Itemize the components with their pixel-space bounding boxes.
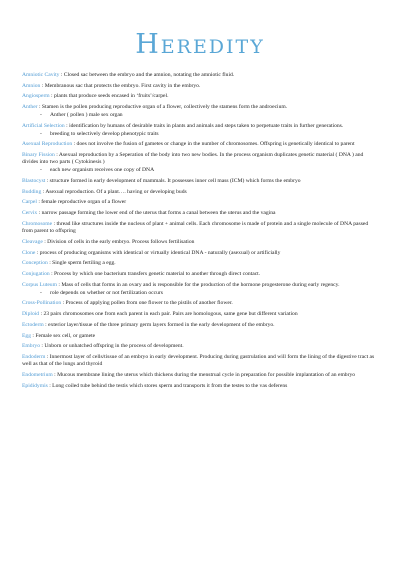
glossary-term: Amniotic Cavity	[22, 72, 60, 78]
glossary-definition: : process of producing organisms with identical or virtually identical DNA - naturally (asexual) or artificially	[35, 249, 281, 256]
glossary-term: Cervix	[22, 210, 38, 217]
glossary-definition: : Stamen is the pollen producing reproductive organ of a flower, collectively the stamens form the androecium.	[37, 104, 288, 111]
glossary-entry	[22, 250, 378, 257]
glossary-term: Endoderm	[22, 353, 46, 360]
glossary-entry	[22, 221, 378, 236]
glossary-entry	[22, 343, 378, 350]
bullet-dash-icon: -	[40, 112, 42, 119]
bullet-dash-icon: -	[40, 289, 42, 296]
glossary-bullet	[22, 167, 378, 174]
glossary-definition: : plants that produce seeds encased in ‘fruits’/carpel.	[49, 93, 169, 100]
glossary-bullet	[22, 290, 378, 297]
glossary-entry	[22, 282, 378, 297]
bullet-dash-icon: -	[40, 167, 42, 174]
glossary-definition: : identification by humans of desirable traits in plants and animals and steps taken to perpetuate traits in further generations.	[64, 122, 344, 129]
glossary-term: Artificial Selection	[22, 122, 65, 129]
glossary-bullet-text: role depends on whether or not fertilization occurs	[50, 289, 163, 296]
glossary-definition: : does not involve the fusion of gametes or change in the number of chromosomes. Offspring is genetically identical to parent	[72, 141, 355, 148]
glossary-term: Diploid	[22, 311, 40, 318]
glossary-entry	[22, 141, 378, 148]
glossary-definition: : Membranous sac that protects the embryo. First cavity in the embryo.	[40, 82, 201, 89]
glossary-definition: : Innermost layer of cells/tissue of an embryo in early development. Producing during gastrulation and will form the lining of the digestive tract as well as that of the lungs and thyroid	[22, 353, 375, 368]
glossary-term: Blastocyst	[22, 178, 46, 185]
glossary-definition: : Process by which one bacterium transfers genetic material to another through direct contact.	[49, 271, 261, 278]
glossary-term: Endometrium	[22, 372, 53, 379]
glossary-definition: : Female sex cell, or gamete	[31, 332, 96, 339]
glossary-term: Binary Fission	[22, 152, 55, 159]
glossary-definition: : Process of applying pollen from one flower to the pistils of another flower.	[61, 300, 233, 307]
glossary-entry	[22, 260, 378, 267]
page-title: Heredity	[135, 29, 265, 60]
glossary-term: Conjugation	[22, 271, 50, 278]
glossary-definition: : Long coiled tube behind the testis which stores sperm and transports it from the testes to the vas deferens	[47, 382, 288, 389]
glossary-term: Epididymis	[22, 382, 48, 389]
glossary-definition: : Closed sac between the embryo and the amnion, notating the amniotic fluid.	[59, 72, 235, 78]
glossary-entry	[22, 83, 378, 90]
glossary-term: Embryo	[22, 343, 41, 350]
glossary-term: Corpus Luteum	[22, 281, 57, 288]
glossary-bullet-text: breeding to selectively develop phenotypic traits	[50, 130, 159, 137]
glossary-entry	[22, 271, 378, 278]
glossary-definition: : Single sperm fertiling a egg.	[47, 260, 116, 267]
glossary-definition: : narrow passage forming the lower end of the uterus that forms a canal between the uterus and the vagina	[37, 210, 276, 217]
glossary-entry	[22, 123, 378, 138]
glossary-definition: : Asexual reproduction by a Seperation of the body into two new bodies. In the process organism duplicates genetic material ( DNA ) and divides into two parts ( Cytokinesis )	[22, 152, 364, 166]
glossary-term: Asexual Reproduction	[22, 141, 73, 148]
glossary-bullet	[22, 131, 378, 138]
glossary-entry	[22, 372, 378, 379]
glossary-definition: : thread like structures inside the nucleus of plant + animal cells. Each chromosome is made of protein and a single molecule of DNA passed from parent to offspring	[22, 220, 369, 235]
glossary-bullet-text: each new organism receives one copy of DNA	[50, 167, 155, 174]
glossary-term: Anther	[22, 104, 38, 111]
glossary-entry	[22, 383, 378, 390]
glossary-definition: : Asexual reproduction. Of a plant…. having or developing buds	[41, 188, 187, 195]
glossary-definition: : 23 pairs chromosomes one from each parent in each pair. Pairs are homologous, same gene but different variation	[39, 311, 298, 318]
glossary-definition: : exterior layer/tissue of the three primary germ layers formed in the early development of the embryo.	[43, 321, 275, 328]
glossary-entry	[22, 311, 378, 318]
glossary-entry	[22, 239, 378, 246]
glossary-entry	[22, 93, 378, 100]
glossary-entry	[22, 189, 378, 196]
glossary-entry	[22, 72, 378, 79]
glossary-definition: : Division of cells in the early embryo. Process follows fertilisation	[42, 238, 195, 245]
glossary-entry	[22, 333, 378, 340]
glossary-term: Carpel	[22, 199, 37, 206]
glossary-entry	[22, 354, 378, 369]
glossary-entry	[22, 104, 378, 119]
glossary-term: Ectoderm	[22, 321, 44, 328]
glossary-term: Conception	[22, 260, 48, 267]
glossary-term: Angiosperm	[22, 93, 50, 100]
glossary-definition: : Mass of cells that forms in an ovary and is responsible for the production of the hormone progesterone during early regency.	[56, 281, 340, 288]
glossary-definition: : Mucous membrane lining the uterus which thickens during the menstrual cycle in preparation for possible implantation of an embryo	[52, 372, 356, 379]
glossary-entry	[22, 300, 378, 307]
glossary-list	[22, 72, 378, 390]
glossary-entry	[22, 210, 378, 217]
glossary-definition: : Unborn or unhatched offspring in the process of development.	[40, 343, 184, 350]
glossary-definition: : female reproductive organ of a flower	[36, 199, 127, 206]
glossary-term: Egg	[22, 332, 32, 339]
glossary-entry	[22, 322, 378, 329]
glossary-term: Cleavage	[22, 238, 43, 245]
glossary-term: Budding	[22, 188, 42, 195]
glossary-term: Clone	[22, 249, 36, 256]
glossary-entry	[22, 199, 378, 206]
glossary-entry	[22, 152, 378, 175]
bullet-dash-icon: -	[40, 130, 42, 137]
glossary-bullet-text: Anther ( pollen ) male sex organ	[50, 112, 123, 119]
glossary-term: Cross-Pollination	[22, 300, 62, 307]
glossary-entry	[22, 178, 378, 185]
glossary-term: Amnion	[22, 82, 41, 89]
glossary-definition: : structure formed in early development of mammals. It possesses inner cell mass (ICM) which forms the embryo	[45, 178, 301, 185]
glossary-bullet	[22, 112, 378, 119]
glossary-term: Chromosome	[22, 220, 53, 227]
